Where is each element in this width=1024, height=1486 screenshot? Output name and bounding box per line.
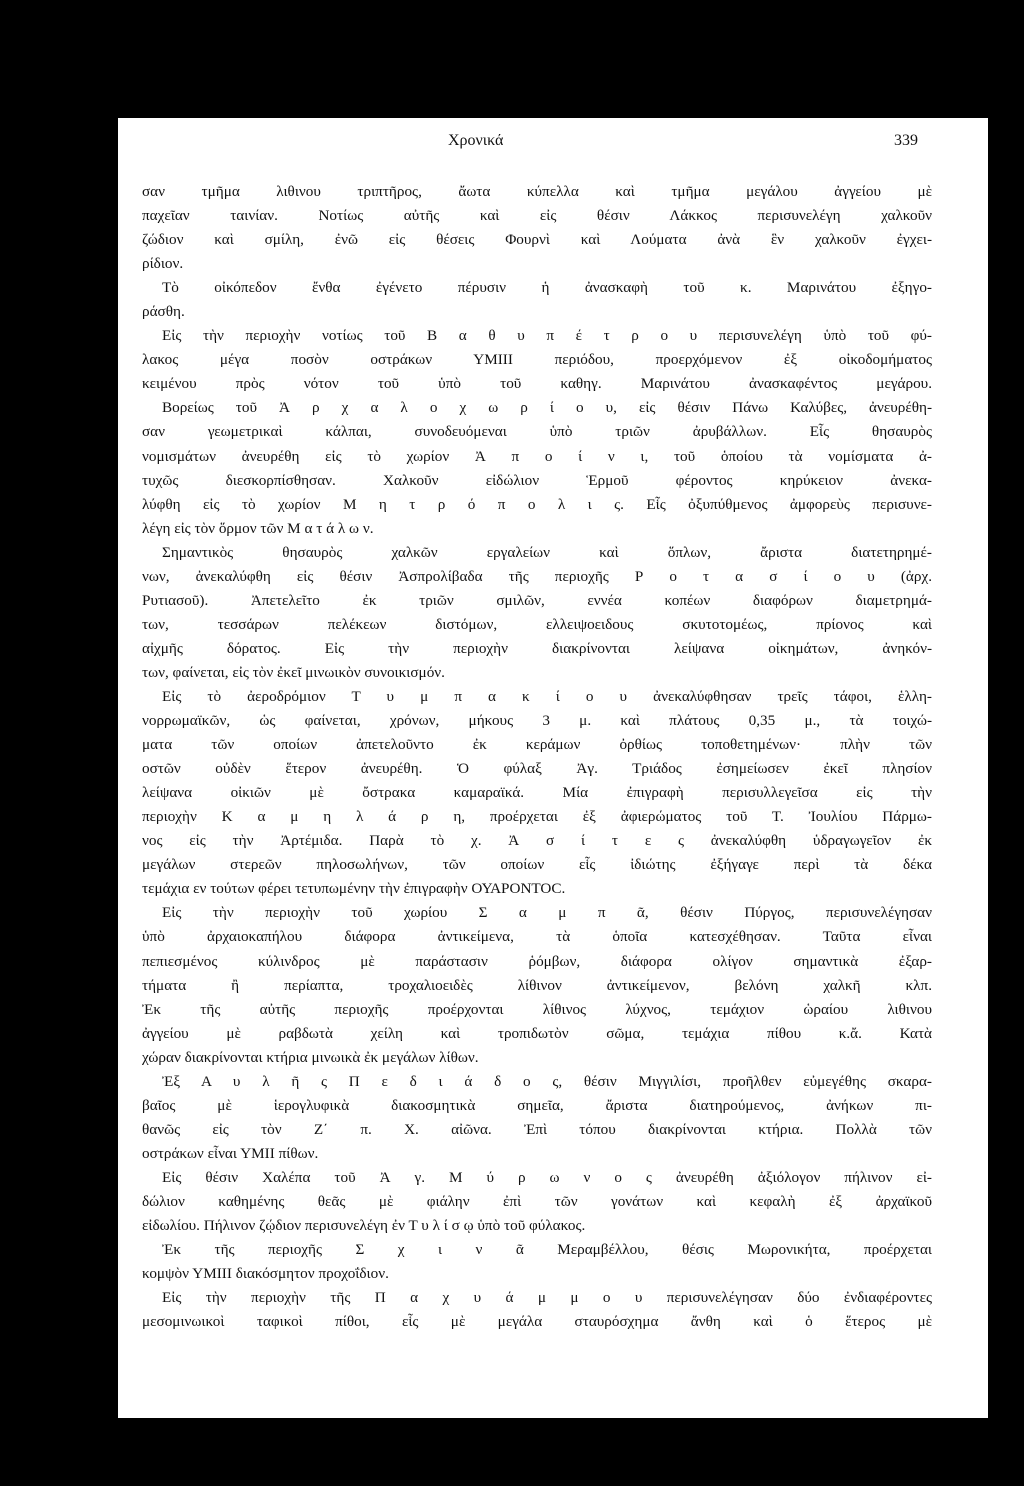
text-line: λακος μέγα ποσὸν οστράκων ΥΜΙΙΙ περιόδου, προερχόμενον ἐξ οἰκοδομήματος bbox=[142, 351, 932, 369]
running-head bbox=[118, 132, 918, 156]
text-line: οστράκων εἶναι ΥΜΙΙ πίθων. bbox=[142, 1144, 319, 1162]
text-line: τεμάχια εν τούτων φέρει τετυπωμένην τὴν ἐπιγραφὴν ΟΥΑΡΟΝΤΟC. bbox=[142, 880, 566, 898]
text-line: Σημαντικὸς θησαυρὸς χαλκῶν εργαλείων καὶ ὅπλων, ἄριστα διατετηρημέ- bbox=[162, 543, 932, 561]
text-line: Εἰς τὴν περιοχὴν τῆς Π α χ υ ά μ μ ο υ περισυνελέγησαν δύο ἐνδιαφέροντες bbox=[162, 1289, 932, 1307]
text-line: λέγη εἰς τὸν ὅρμον τῶν Μ α τ ά λ ω ν. bbox=[142, 519, 374, 537]
text-line: ἀγγείου μὲ ραβδωτὰ χείλη καὶ τροπιδωτὸν σῶμα, τεμάχια πίθου κ.ἄ. Κατὰ bbox=[142, 1024, 932, 1042]
text-line: τυχῶς διεσκορπίσθησαν. Χαλκοῦν εἰδώλιον Ἑρμοῦ φέροντος κηρύκειον ἀνεκα- bbox=[142, 471, 932, 489]
text-line: Εἰς θέσιν Χαλέπα τοῦ Ἀ γ. Μ ύ ρ ω ν ο ς ἀνευρέθη ἀξιόλογον πήλινον εἰ- bbox=[162, 1168, 932, 1186]
book-page bbox=[118, 118, 988, 1418]
text-line: δώλιον καθημένης θεᾶς μὲ φιάλην ἐπὶ τῶν γονάτων καὶ κεφαλὴ ἐξ ἀρχαϊκοῦ bbox=[142, 1192, 932, 1210]
text-line: ὑπὸ ἀρχαιοκαπήλου διάφορα ἀντικείμενα, τὰ ὁποῖα κατεσχέθησαν. Ταῦτα εἶναι bbox=[142, 928, 932, 946]
text-line: Τὸ οἰκόπεδον ἔνθα ἐγένετο πέρυσιν ἡ ἀνασκαφὴ τοῦ κ. Μαρινάτου ἐξηγο- bbox=[162, 279, 932, 297]
text-line: των, φαίνεται, εἰς τὸν ἐκεῖ μινωικὸν συνοικισμόν. bbox=[142, 663, 445, 681]
text-line: κειμένου πρὸς νότον τοῦ ὑπὸ τοῦ καθηγ. Μαρινάτου ἀνασκαφέντος μεγάρου. bbox=[142, 375, 932, 393]
text-line: νομισμάτων ἀνευρέθη εἰς τὸ χωρίον Ἀ π ο ί ν ι, τοῦ ὁποίου τὰ νομίσματα ἀ- bbox=[142, 447, 932, 465]
text-line: Βορείως τοῦ Ἀ ρ χ α λ ο χ ω ρ ί ο υ, εἰς θέσιν Πάνω Καλύβες, ἀνευρέθη- bbox=[162, 399, 932, 417]
text-line: οστῶν οὐδὲν ἕτερον ἀνευρέθη. Ὁ φύλαξ Ἀγ. Τριάδος ἐσημείωσεν ἐκεῖ πλησίον bbox=[142, 760, 932, 778]
text-line: βαῖος μὲ ἱερογλυφικὰ διακοσμητικὰ σημεῖα, ἄριστα διατηρούμενος, ἀνήκων πι- bbox=[142, 1096, 932, 1114]
text-line: σαν γεωμετρικαὶ κάλπαι, συνοδευόμεναι ὑπὸ τριῶν ἀρυβάλλων. Εἷς θησαυρὸς bbox=[142, 423, 932, 441]
text-line: νορρωμαϊκῶν, ὡς φαίνεται, χρόνων, μήκους 3 μ. καὶ πλάτους 0,35 μ., τὰ τοιχώ- bbox=[142, 712, 932, 730]
text-line: λύφθη εἰς τὸ χωρίον Μ η τ ρ ό π ο λ ι ς. Εἷς ὀξυπύθμενος ἀμφορεὺς περισυνε- bbox=[142, 495, 932, 513]
text-line: κομψὸν ΥΜΙΙΙ διακόσμητον προχοΐδιον. bbox=[142, 1265, 389, 1283]
text-line: εἰδωλίου. Πήλινον ζῴδιον περισυνελέγη ἐν Τ υ λ ί σ ῳ ὑπὸ τοῦ φύλακος. bbox=[142, 1217, 586, 1235]
text-line: τήματα ἢ περίαπτα, τροχαλιοειδὲς λίθινον ἀντικείμενον, βελόνη χαλκῆ κλπ. bbox=[142, 976, 932, 994]
text-line: Εἰς τὸ ἀεροδρόμιον Τ υ μ π α κ ί ο υ ἀνεκαλύφθησαν τρεῖς τάφοι, ἑλλη- bbox=[162, 687, 932, 705]
text-line: Εἰς τὴν περιοχὴν τοῦ χωρίου Σ α μ π ᾶ, θέσιν Πύργος, περισυνελέγησαν bbox=[162, 904, 932, 922]
text-line: αἰχμῆς δόρατος. Εἰς τὴν περιοχὴν διακρίνονται λείψανα οἰκημάτων, ἀνηκόν- bbox=[142, 639, 932, 657]
text-line: νων, ἀνεκαλύφθη εἰς θέσιν Ἀσπρολίβαδα τῆς περιοχῆς Ρ ο τ α σ ί ο υ (ἀρχ. bbox=[142, 567, 932, 585]
text-line: περιοχὴν Κ α μ η λ ά ρ η, προέρχεται ἐξ ἀφιερώματος τοῦ Τ. Ἰουλίου Πάρμω- bbox=[142, 808, 932, 826]
text-line: Ἐκ τῆς αὐτῆς περιοχῆς προέρχονται λίθινος λύχνος, τεμάχιον ὡραίου λιθινου bbox=[142, 1000, 932, 1018]
text-line: Ἐξ Α υ λ ῆ ς Π ε δ ι ά δ ο ς, θέσιν Μιγγιλίσι, προῆλθεν εὐμεγέθης σκαρα- bbox=[162, 1072, 932, 1090]
text-line: των, τεσσάρων πελέκεων διστόμων, ελλειψοειδους σκυτοτομέως, πρίονος καὶ bbox=[142, 615, 932, 633]
text-line: λείψανα οἰκιῶν μὲ ὄστρακα καμαραϊκά. Μία ἐπιγραφὴ περισυλλεγεῖσα εἰς τὴν bbox=[142, 784, 932, 802]
text-line: σαν τμῆμα λιθινου τριπτῆρος, ἄωτα κύπελλα καὶ τμῆμα μεγάλου ἀγγείου μὲ bbox=[142, 183, 932, 200]
text-line: μεγάλων στερεῶν πηλοσωλήνων, τῶν οποίων εἷς ἰδιώτης ἐξήγαγε περὶ τὰ δέκα bbox=[142, 856, 932, 874]
text-line: ράσθη. bbox=[142, 303, 185, 321]
text-line: νος εἰς τὴν Ἀρτέμιδα. Παρὰ τὸ χ. Ἀ σ ί τ ε ς ἀνεκαλύφθη ὑδραγωγεῖον ἐκ bbox=[142, 832, 932, 850]
text-line: πεπιεσμένος κύλινδρος μὲ παράστασιν ῥόμβων, διάφορα ολίγον σημαντικὰ ἐξαρ- bbox=[142, 952, 932, 970]
text-line: ζώδιον καὶ σμίλη, ἐνῶ εἰς θέσεις Φουρνὶ καὶ Λούματα ἀνὰ ἓν χαλκοῦν ἐγχει- bbox=[142, 231, 932, 249]
page-number: 339 bbox=[894, 132, 918, 149]
text-line: ματα τῶν οποίων ἀπετελοῦντο ἐκ κεράμων ὀρθίως τοποθετημένων· πλὴν τῶν bbox=[142, 736, 932, 754]
text-line: θανῶς εἰς τὸν Ζ΄ π. Χ. αἰῶνα. Ἐπὶ τόπου διακρίνονται κτήρια. Πολλὰ τῶν bbox=[142, 1120, 932, 1138]
text-line: Ρυτιασοῦ). Ἀπετελεῖτο ἐκ τριῶν σμιλῶν, εννέα κοπέων διαφόρων διαμετρημά- bbox=[142, 591, 932, 609]
text-line: ρίδιον. bbox=[142, 255, 184, 273]
text-line: Εἰς τὴν περιοχὴν νοτίως τοῦ Β α θ υ π έ τ ρ ο υ περισυνελέγη ὑπὸ τοῦ φύ- bbox=[162, 327, 932, 345]
text-line: παχεῖαν ταινίαν. Νοτίως αὐτῆς καὶ εἰς θέσιν Λάκκος περισυνελέγη χαλκοῦν bbox=[142, 207, 932, 225]
text-line: μεσομινωικοὶ ταφικοὶ πίθοι, εἷς μὲ μεγάλα σταυρόσχημα ἄνθη καὶ ὁ ἕτερος μὲ bbox=[142, 1313, 932, 1331]
text-line: χώραν διακρίνονται κτήρια μινωικὰ ἐκ μεγάλων λίθων. bbox=[142, 1048, 479, 1066]
running-title: Χρονικά bbox=[448, 132, 504, 149]
body-text bbox=[142, 180, 932, 1334]
text-line: Ἐκ τῆς περιοχῆς Σ χ ι ν ᾶ Μεραμβέλλου, θέσις Μωρονικήτα, προέρχεται bbox=[162, 1241, 932, 1259]
